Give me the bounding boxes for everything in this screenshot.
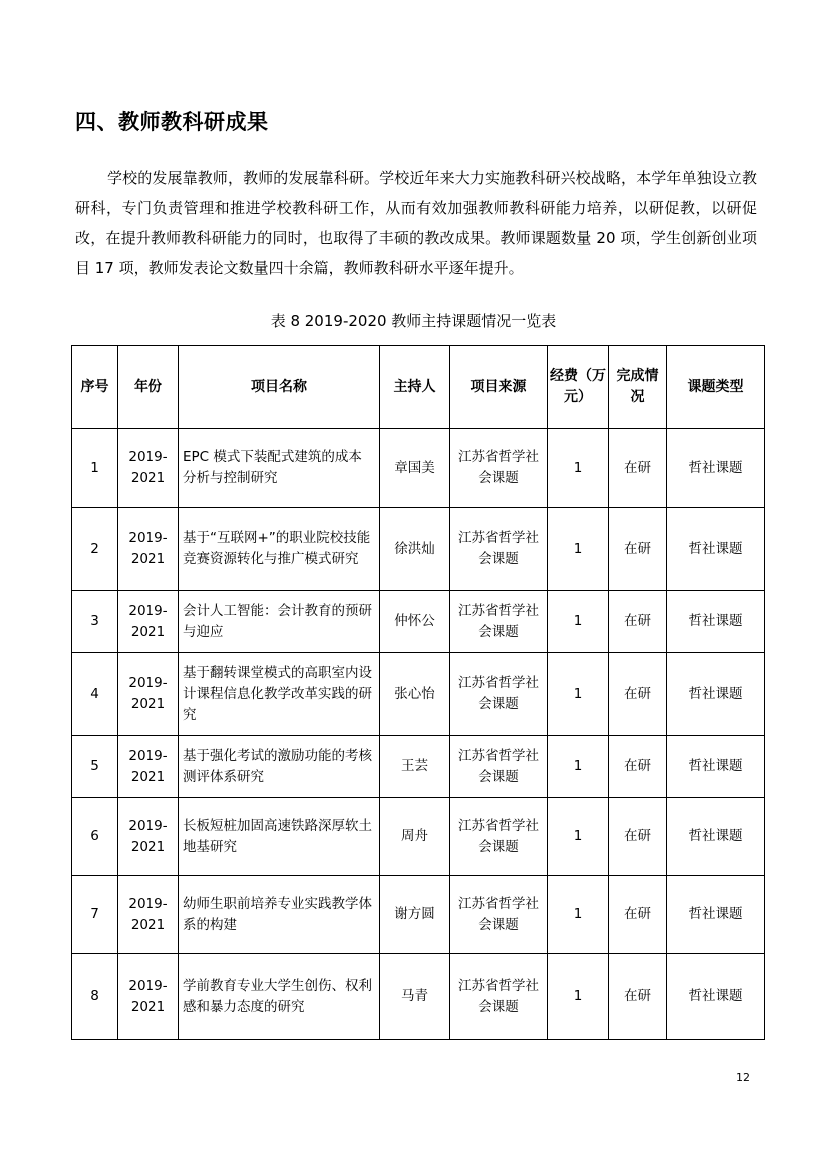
header-funding: 经费（万元）: [548, 346, 609, 429]
cell-index: 4: [72, 653, 118, 736]
cell-name: 长板短桩加固高速铁路深厚软土地基研究: [179, 798, 380, 876]
table-caption: 表 8 2019-2020 教师主持课题情况一览表: [270, 312, 557, 330]
cell-funding: 1: [548, 508, 609, 591]
cell-funding: 1: [548, 954, 609, 1040]
cell-status: 在研: [609, 429, 667, 508]
cell-status: 在研: [609, 736, 667, 798]
cell-status: 在研: [609, 653, 667, 736]
cell-funding: 1: [548, 429, 609, 508]
cell-host: 仲怀公: [380, 591, 450, 653]
header-name: 项目名称: [179, 346, 380, 429]
cell-host: 徐洪灿: [380, 508, 450, 591]
header-host: 主持人: [380, 346, 450, 429]
table-row: [72, 876, 765, 954]
cell-index: 5: [72, 736, 118, 798]
cell-funding: 1: [548, 798, 609, 876]
header-type: 课题类型: [667, 346, 765, 429]
header-status: 完成情况: [609, 346, 667, 429]
cell-type: 哲社课题: [667, 591, 765, 653]
cell-source: 江苏省哲学社会课题: [450, 954, 548, 1040]
cell-status: 在研: [609, 508, 667, 591]
cell-name: 基于翻转课堂模式的高职室内设计课程信息化教学改革实践的研究: [179, 653, 380, 736]
cell-source: 江苏省哲学社会课题: [450, 876, 548, 954]
cell-index: 1: [72, 429, 118, 508]
cell-index: 8: [72, 954, 118, 1040]
cell-name: EPC 模式下装配式建筑的成本分析与控制研究: [179, 429, 380, 508]
cell-index: 6: [72, 798, 118, 876]
cell-host: 章国美: [380, 429, 450, 508]
table-row: [72, 954, 765, 1040]
cell-index: 3: [72, 591, 118, 653]
table-body: [72, 429, 765, 1040]
cell-year: 2019-2021: [118, 429, 179, 508]
cell-host: 马青: [380, 954, 450, 1040]
cell-type: 哲社课题: [667, 736, 765, 798]
header-source: 项目来源: [450, 346, 548, 429]
intro-paragraph: 学校的发展靠教师，教师的发展靠科研。学校近年来大力实施教科研兴校战略，本学年单独设立教研科，专门负责管理和推进学校教科研工作，从而有效加强教师教科研能力培养，以研促教，以研促改，在提升教师教科研能力的同时，也取得了丰硕的教改成果。教师课题数量 20 项，学生创新创业项目 17 项，教师发表论文数量四十余篇，教师教科研水平逐年提升。: [75, 169, 757, 277]
cell-status: 在研: [609, 954, 667, 1040]
table-row: [72, 508, 765, 591]
table-row: [72, 591, 765, 653]
header-index: 序号: [72, 346, 118, 429]
cell-source: 江苏省哲学社会课题: [450, 736, 548, 798]
cell-year: 2019-2021: [118, 876, 179, 954]
cell-source: 江苏省哲学社会课题: [450, 508, 548, 591]
cell-host: 张心怡: [380, 653, 450, 736]
projects-table: [71, 345, 765, 1040]
cell-status: 在研: [609, 798, 667, 876]
cell-year: 2019-2021: [118, 591, 179, 653]
page-number: 12: [736, 1071, 750, 1084]
cell-type: 哲社课题: [667, 876, 765, 954]
cell-year: 2019-2021: [118, 798, 179, 876]
cell-year: 2019-2021: [118, 653, 179, 736]
cell-index: 7: [72, 876, 118, 954]
cell-name: 基于“互联网+”的职业院校技能竞赛资源转化与推广模式研究: [179, 508, 380, 591]
cell-funding: 1: [548, 653, 609, 736]
cell-year: 2019-2021: [118, 736, 179, 798]
cell-source: 江苏省哲学社会课题: [450, 429, 548, 508]
cell-year: 2019-2021: [118, 508, 179, 591]
cell-index: 2: [72, 508, 118, 591]
cell-status: 在研: [609, 591, 667, 653]
cell-year: 2019-2021: [118, 954, 179, 1040]
cell-source: 江苏省哲学社会课题: [450, 653, 548, 736]
table-row: [72, 736, 765, 798]
header-year: 年份: [118, 346, 179, 429]
table-header-row: [72, 346, 765, 429]
cell-name: 幼师生职前培养专业实践教学体系的构建: [179, 876, 380, 954]
cell-source: 江苏省哲学社会课题: [450, 591, 548, 653]
section-heading: 四、教师教科研成果: [75, 110, 269, 134]
table-row: [72, 653, 765, 736]
cell-type: 哲社课题: [667, 508, 765, 591]
cell-funding: 1: [548, 736, 609, 798]
cell-name: 学前教育专业大学生创伤、权利感和暴力态度的研究: [179, 954, 380, 1040]
cell-source: 江苏省哲学社会课题: [450, 798, 548, 876]
cell-type: 哲社课题: [667, 429, 765, 508]
cell-name: 会计人工智能：会计教育的预研与迎应: [179, 591, 380, 653]
table-row: [72, 798, 765, 876]
cell-status: 在研: [609, 876, 667, 954]
cell-type: 哲社课题: [667, 653, 765, 736]
cell-host: 周舟: [380, 798, 450, 876]
cell-type: 哲社课题: [667, 954, 765, 1040]
cell-host: 王芸: [380, 736, 450, 798]
cell-name: 基于强化考试的激励功能的考核测评体系研究: [179, 736, 380, 798]
cell-type: 哲社课题: [667, 798, 765, 876]
cell-funding: 1: [548, 591, 609, 653]
cell-funding: 1: [548, 876, 609, 954]
table-row: [72, 429, 765, 508]
cell-host: 谢方圆: [380, 876, 450, 954]
